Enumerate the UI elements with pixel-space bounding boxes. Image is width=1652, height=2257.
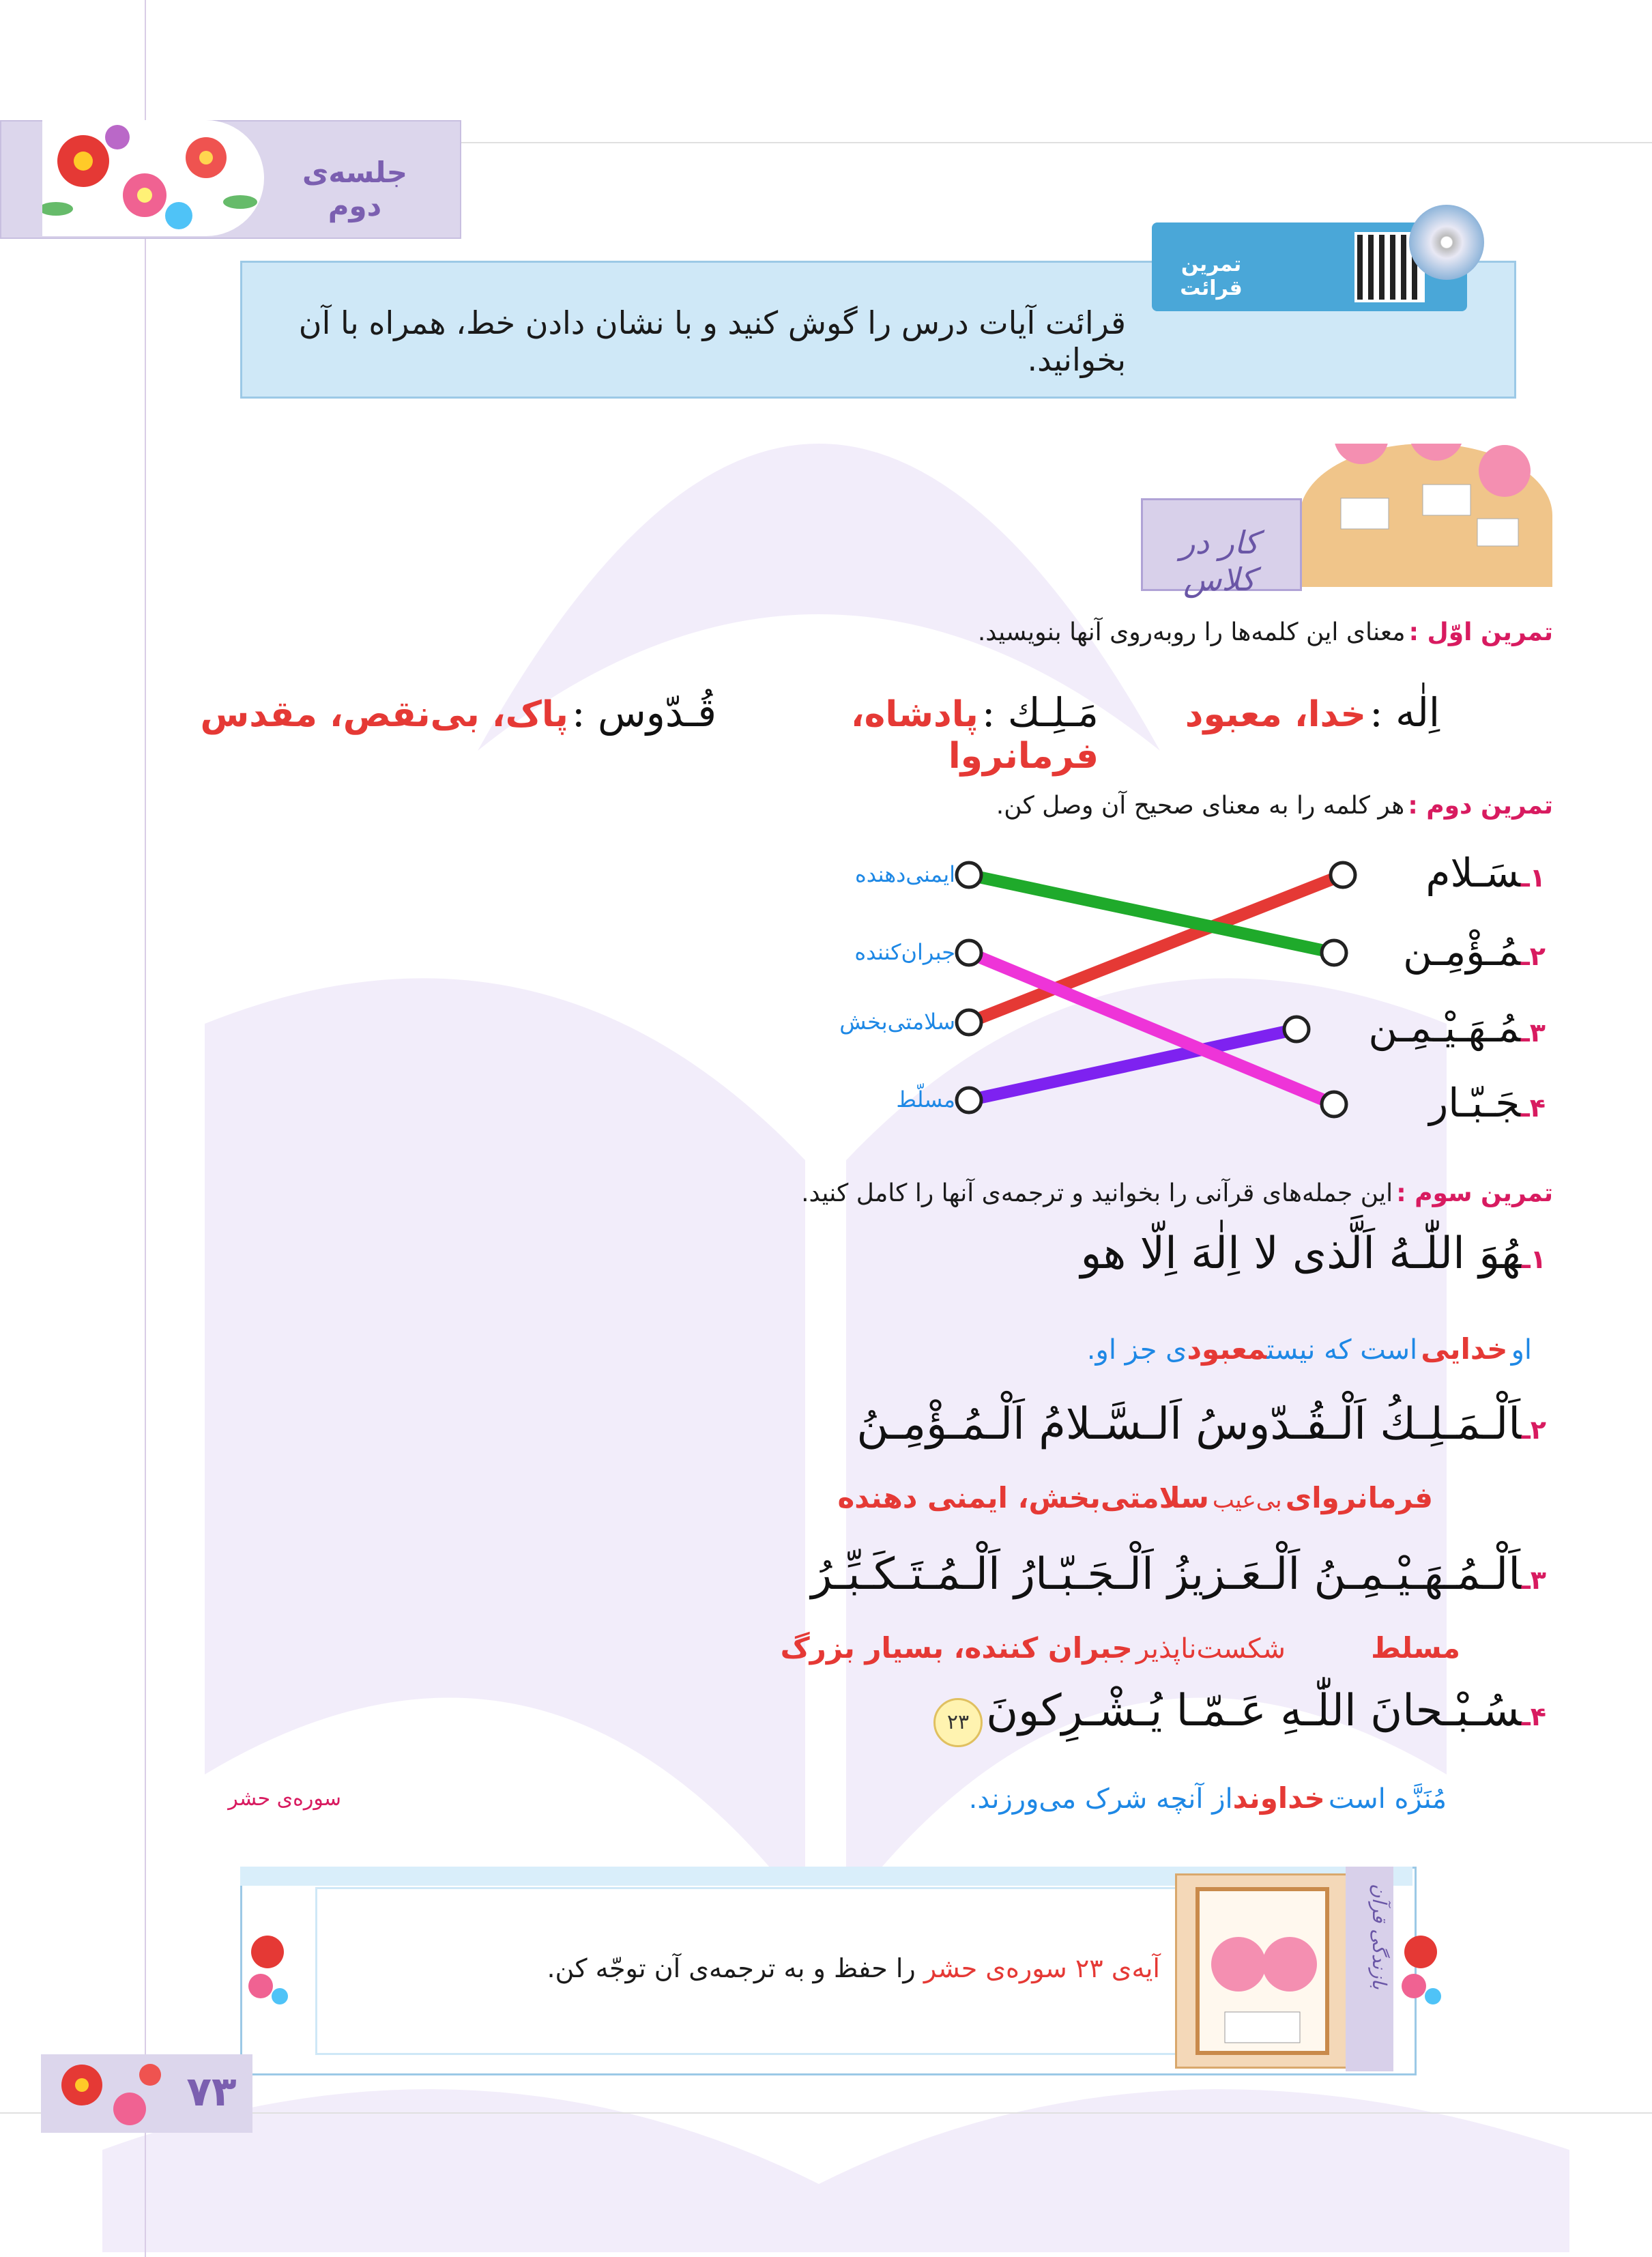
exercise1-title: تمرین اوّل : <box>1408 618 1553 646</box>
match-line-2 <box>969 875 1334 953</box>
exercise2-title: تمرین دوم : <box>1408 792 1553 820</box>
verse-number: ۳ـ <box>1521 1565 1546 1595</box>
flower-icon <box>1393 1925 1448 2013</box>
page-number: ۷۳ <box>186 2068 237 2116</box>
translation-answer: خدایی <box>1421 1332 1508 1366</box>
item-number: ۱ـ <box>1520 863 1546 893</box>
exercise1-word: اِلٰه : <box>1370 689 1440 736</box>
recitation-instruction: قرائت آیات درس را گوش کنید و با نشان دادن خط، همراه با آن بخوانید. <box>298 304 1126 378</box>
translation-text: ی جز او. <box>1086 1334 1187 1366</box>
verse-3 <box>614 1549 1546 1600</box>
word-dot[interactable] <box>1284 1017 1309 1041</box>
translation-answer: سلامتی‌بخش، ایمنی دهنده <box>837 1481 1209 1514</box>
item-number: ۴ـ <box>1520 1093 1546 1123</box>
item-number: ۳ـ <box>1520 1018 1546 1048</box>
exercise3-instruction: این جمله‌های قرآنی را بخوانید و ترجمه‌ی آنها را کامل کنید. <box>801 1179 1393 1207</box>
exercise1-answer: پادشاه، فرمانروا <box>850 694 1099 777</box>
match-word: مُـؤْمِـن <box>1403 928 1521 975</box>
class-work-label: کار در کلاس <box>1180 524 1259 598</box>
memo-highlight: آیه‌ی ۲۳ سوره‌ی حشر <box>923 1953 1160 1983</box>
translation-answer: معبود <box>1187 1332 1267 1366</box>
match-word-4 <box>1348 1080 1546 1126</box>
verse-1 <box>751 1228 1546 1279</box>
recitation-tab-label: تمرین قرائت <box>1180 253 1243 300</box>
reading-illustration <box>1175 1873 1350 2069</box>
match-word: مُـهَـيْـمِـن <box>1368 1005 1521 1051</box>
memo-label: با‌زندگی قرآن <box>1368 1884 1391 1990</box>
girls-reading-icon <box>1177 1875 1348 2067</box>
match-meaning-3: سلامتی‌بخش <box>839 1009 955 1035</box>
memo-instruction: را حفظ و به ترجمه‌ی آن توجّه کن. <box>547 1953 916 1983</box>
exercise3-title: تمرین سوم : <box>1396 1179 1553 1207</box>
meaning-dot[interactable] <box>957 1088 981 1112</box>
translation-2 <box>614 1481 1433 1514</box>
translation-text: است که نیست <box>1266 1334 1418 1366</box>
flower-icon <box>41 2054 171 2133</box>
meaning-dot[interactable] <box>957 863 981 887</box>
verse-text: هُوَ اللّٰـهُ اَلَّذی لا اِلٰهَ اِلّا هو <box>1080 1228 1522 1279</box>
exercise1-word: قُـدّوس : <box>572 689 716 736</box>
match-meaning-1: ایمنی‌دهنده <box>855 861 955 887</box>
verse-text: سُـبْـحانَ اللّٰـهِ عَـمّـا يُـشْـرِکونَ <box>986 1686 1522 1736</box>
verse-4 <box>751 1686 1546 1747</box>
translation-3 <box>614 1631 1460 1665</box>
item-number: ۲ـ <box>1520 941 1546 971</box>
verse-2 <box>614 1399 1546 1450</box>
ayah-number-icon: ۲۳ <box>933 1698 983 1747</box>
memo-text <box>341 1953 1160 1983</box>
session-title: جلسه‌ی دوم <box>302 156 408 222</box>
meaning-dot[interactable] <box>957 1010 981 1035</box>
exercise2-instruction: هر کلمه را به معنای صحیح آن وصل کن. <box>996 792 1405 820</box>
translation-text: او <box>1511 1334 1532 1366</box>
translation-answer: فرمانروای <box>1285 1481 1433 1514</box>
translation-answer: جبران کننده، بسیار بزرگ <box>780 1631 1133 1665</box>
word-dot[interactable] <box>1331 863 1355 887</box>
flower-icon <box>240 1925 295 2013</box>
translation-answer: خداوند <box>1232 1781 1325 1815</box>
verse-number: ۱ـ <box>1521 1244 1546 1274</box>
surah-name: سوره‌ی حشر <box>228 1787 341 1811</box>
translation-4 <box>751 1781 1447 1815</box>
match-word: جَـبّـار <box>1429 1080 1521 1126</box>
meaning-dot[interactable] <box>957 940 981 965</box>
match-word-3 <box>1310 1005 1546 1051</box>
word-dot[interactable] <box>1322 1092 1346 1117</box>
verse-text: اَلْـمُـهَـيْـمِـنُ اَلْـعَـزيزُ اَلْـجَـبّـارُ اَلْـمُـتَـکَـبِّـرُ <box>811 1549 1522 1600</box>
translation-text: شکست‌ناپذیر <box>1135 1633 1286 1665</box>
match-meaning-4: مسلّط <box>896 1087 955 1112</box>
exercise3-header <box>751 1179 1553 1207</box>
translation-answer: مسلط <box>1371 1631 1460 1665</box>
verse-number: ۲ـ <box>1521 1415 1546 1445</box>
word-dot[interactable] <box>1322 940 1346 965</box>
translation-text: بی‌عیب <box>1212 1486 1282 1514</box>
translation-1 <box>751 1332 1532 1366</box>
match-word-1 <box>1354 850 1546 896</box>
match-meaning-2: جبران‌کننده <box>854 939 955 965</box>
exercise1-answer: پاک، بی‌نقص، مقدس <box>200 694 568 735</box>
exercise1-instruction: معنای این کلمه‌ها را روبه‌روی آنها بنویسید. <box>977 618 1406 646</box>
exercise1-answer: خدا، معبود <box>1185 694 1367 735</box>
match-word-2 <box>1348 928 1546 975</box>
verse-text: اَلْـمَـلِـكُ اَلْـقُـدّوسُ اَلـسَّـلامُ اَلْـمُـؤْمِـنُ <box>856 1399 1522 1450</box>
translation-text: مُنَزَّه است <box>1328 1783 1447 1815</box>
translation-text: از آنچه شرک می‌ورزند. <box>968 1783 1233 1815</box>
verse-number: ۴ـ <box>1521 1701 1546 1731</box>
exercise1-word: مَـلِـك : <box>981 689 1099 736</box>
match-word: سَـلام <box>1425 850 1521 896</box>
